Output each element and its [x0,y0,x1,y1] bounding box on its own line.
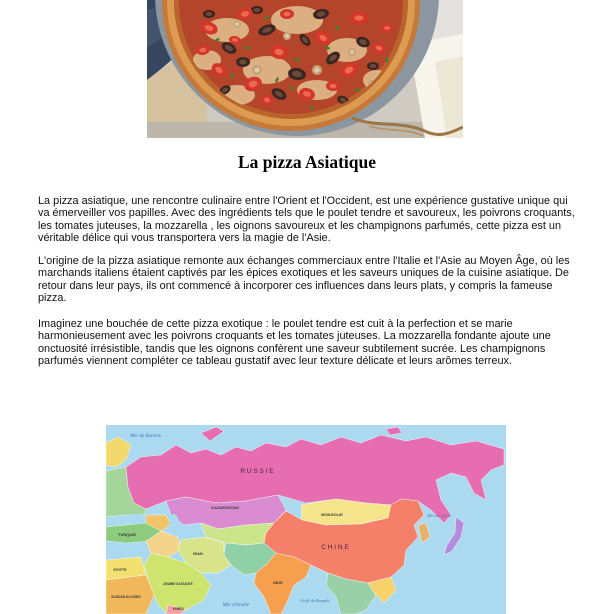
paragraph-line: les tomates juteuses, la mozzarella , les oignons savoureux et les champignons parfumés, cette pizza est un [38,219,562,232]
caspian-sea [169,514,179,536]
paragraph-origin [38,255,570,304]
tomato-seeds [330,84,337,89]
asia-map [106,425,506,614]
paragraph-line: va émerveiller vos papilles. Avec des ingrédients tels que le poulet tendre et savoureux, les poivrons croquants, [38,207,575,220]
eggplant-flesh [239,60,247,65]
map-label-mer-de-barents: Mer de Barents [130,434,161,439]
tomato-seeds [384,26,390,30]
mushroom-center [285,34,289,38]
map-label-mer-du-japon: Mer du Japon [427,513,451,518]
pizza-photo [147,0,463,138]
map-label-golfe-du-bengale: Golfe du Bengale [300,598,330,603]
paragraph-intro [38,195,575,244]
paragraph-line: parfumés viennent compléter ce tableau gustatif avec leur texture délicate et leurs arômes terreux. [38,354,512,367]
map-label-russie: R U S S I E [240,468,274,475]
map-label-soudan-du-nord: SOUDAN DU NORD [111,595,141,599]
map-label-mer-d-arabie: Mer d'Arabie [222,603,250,608]
map-label-inde: INDE [273,580,283,585]
map-label-yemen: YEMEN [172,607,184,611]
mushroom-center [255,68,260,73]
paragraph-line: retour dans leur pays, ils ont commencé à incorporer ces influences dans leurs plats, y compris la fameuse [38,279,553,292]
mushroom-center [235,22,239,26]
paragraph-tasting [38,318,551,367]
eggplant-flesh [206,12,213,16]
paragraph-line: onctuosité irrésistible, tandis que les oignons confèrent une saveur subtilement sucrée. Les champignons [38,342,546,355]
melted-cheese [271,6,323,34]
paragraph-line: marchands italiens étaient captivés par les épices exotiques et les saveurs uniques de la cuisine asiatique. De [38,267,569,280]
mushroom-center [315,68,320,73]
map-label-egypte: EGYPTE [113,568,127,572]
map-label-iran: IRAN [193,551,203,556]
paragraph-line: La pizza asiatique, une rencontre culinaire entre l'Orient et l'Occident, est une expérience gustative unique qui [38,195,568,207]
tomato-seeds [284,12,291,17]
map-label-chine: C H I N E [321,544,349,551]
map-label-arabie-saoudite: ARABIE SAOUDITE [163,582,193,586]
eggplant-flesh [254,8,261,12]
paragraph-line: Imaginez une bouchée de cette pizza exotique : le poulet tendre est cuit à la perfection et se marie [38,318,513,330]
map-label-mongolie: MONGOLIE [321,512,343,517]
article-title: La pizza Asiatique [237,152,377,172]
map-label-kazakhstan: KAZAKHSTAN [211,505,239,510]
paragraph-line: pizza. [38,291,67,304]
tomato-seeds [355,15,364,20]
paragraph-line: harmonieusement avec les poivrons croquants et les tomates juteuses. La mozzarella fondante ajoute une [38,330,551,343]
eggplant-flesh [370,64,377,68]
mushroom-center [350,50,354,54]
black-sea [122,514,146,524]
map-label-turquie: TURQUIE [118,532,136,537]
herb-leaf [244,47,250,50]
paragraph-line: véritable délice qui vous transportera vers la magie de l'Asie. [38,231,331,244]
paragraph-line: L'origine de la pizza asiatique remonte aux échanges commerciaux entre l'Italie et l'Asie au Moyen Âge, où les [38,255,570,267]
